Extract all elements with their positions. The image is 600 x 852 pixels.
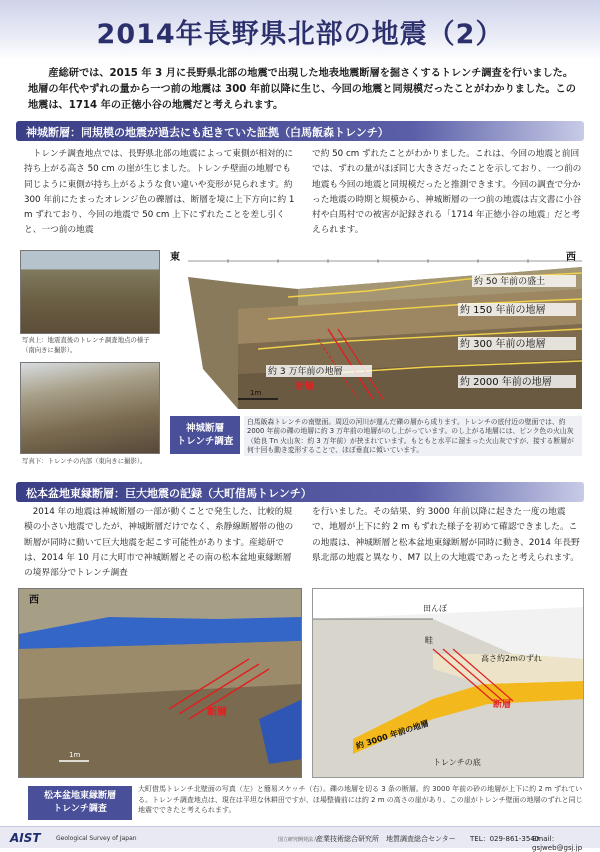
org-prefix: 国立研究開発法人	[278, 837, 319, 843]
photo2-fault-label: 断層	[207, 707, 227, 718]
sketch-offset-label: 高さ約2mのずれ	[481, 654, 542, 663]
layer-label-30000: 約 3 万年前の地層	[268, 367, 343, 377]
section1-text-col2: で約 50 cm ずれたことがわかりました。これは、今回の地震と前回では、ずれの量がほぼ同じ大きさだったことを示しており、一つ前の地震も今回の地震と同規模だったと推測できます。今回の調査で分かった地震の時期と規模から、神城断層の一つ前の地震は古文書に小谷村や白馬村での被害が記録される「1714 年正徳小谷の地震」だと考えられます。	[312, 149, 582, 236]
tel-text: TEL：029-861-3540	[470, 835, 540, 843]
trench-site-photo	[20, 250, 160, 334]
section2-heading: 松本盆地東縁断層：巨大地震の記録（大町借馬トレンチ）	[16, 482, 584, 502]
logo-subtitle: Geological Survey of Japan	[56, 835, 137, 842]
sketch-bottom-label: トレンチの底	[433, 758, 481, 767]
section1-box-label-1: 神城断層	[185, 423, 224, 434]
section2-box-text: 大町借馬トレンチ北壁面の写真（左）と簡易スケッチ（右）。礫の地層を切る 3 条の断層。約 3000 年前の砂の地層が上下に約 2 m ずれている。トレンチ調査地点は、現在は平坦な休耕田ですが、ほ場整備前には約 2 m の高さの崖があり、この崖がトレンチ壁面の地層のずれと同じ地震でできたと考えられます。	[138, 785, 583, 814]
east-label: 東	[170, 252, 180, 263]
section2-text-col2: を行いました。その結果、約 3000 年前以降に起きた一度の地震で、地層が上下に約 2 m もずれた様子を初めて確認できました。この地震は、神城断層と松本盆地東縁断層が同時に動き、2014 年長野県北部の地震と異なり、M7 以上の大地震であったと考えられます。	[312, 507, 580, 563]
photo-bottom-caption: 写真下：トレンチの内部（東向きに撮影）。	[22, 457, 147, 465]
section2-box-label-1: 松本盆地東縁断層	[43, 791, 116, 801]
page-title: 2014年長野県北部の地震（2）	[96, 19, 504, 50]
photo2-scale-label: 1m	[69, 751, 81, 759]
section1-box-text: 白馬飯森トレンチの南壁面。周辺の河川が運んだ礫の層から成ります。トレンチの底付近の壁面では、約 2000 年前の礫の地層に約 3 万年前の地層がのし上がっています。のし上がる地層には、ピンク色の火山灰（姶良 Tn 火山灰：約 3 万年前）が挟まれています。もともと水平に溜まった火山灰ですが、接する断層が何十回も動き変形することで、ほぼ垂直に傾いています。	[244, 416, 582, 456]
trench-sketch	[312, 588, 584, 778]
photo-top-caption: 写真上：地震直後のトレンチ調査地点の様子（南向きに撮影）。	[22, 336, 150, 354]
section2-text-col1: 2014 年の地震は神城断層の一部が動くことで発生した、比較的規模の小さい地震でしたが、神城断層だけでなく、糸静線断層帯の他の断層が同時に動いて巨大地震を起こす可能性があります。産総研では、2014 年 10 月に大町市で神城断層とその南の松本盆地東縁断層の境界部分でトレンチ調査	[24, 507, 294, 579]
layer-label-50: 約 50 年前の盛土	[474, 277, 546, 287]
sketch-layer-label: 約 3000 年前の地層	[354, 718, 430, 751]
sketch-bank-label: 畦	[425, 636, 433, 645]
email-text: Email：gsjweb@gsj.jp	[532, 835, 583, 852]
section1-box-label	[170, 416, 240, 454]
layer-label-2000: 約 2000 年前の地層	[460, 377, 552, 388]
sketch-fault-label: 断層	[493, 700, 512, 710]
section2-box-label-2: トレンチ調査	[53, 804, 107, 814]
trench-photo-2	[18, 588, 302, 778]
section1-text-col1: トレンチ調査地点では、長野県北部の地震によって東側が相対的に持ち上がる高さ 50 cm の崖が生じました。トレンチ壁面の地層でも同じように東側が持ち上がるような食い違いや変形が見られます。約 300 年前にたまったオレンジ色の礫層は、断層を境に上下方向に約 1 m ずれており、今回の地震で 50 cm 上下にずれたことを差し引くと、一つ前の地震	[24, 149, 295, 236]
layer-label-150: 約 150 年前の地層	[460, 305, 546, 316]
section1-heading: 神城断層：同規模の地震が過去にも起きていた証拠（白馬飯森トレンチ）	[16, 121, 584, 141]
photo2-west-label: 西	[29, 595, 39, 606]
west-label: 西	[566, 252, 576, 263]
trench-inside-photo	[20, 362, 160, 454]
aist-logo: AIST	[10, 831, 41, 845]
org-name: 産業技術総合研究所 地質調査総合センター	[316, 835, 456, 843]
scale-label: 1m	[250, 389, 262, 397]
sketch-field-label: 田んぼ	[423, 604, 447, 613]
layer-label-300: 約 300 年前の地層	[460, 339, 546, 350]
section1-box-label-2: トレンチ調査	[176, 436, 234, 447]
fault-label: 断層	[296, 382, 315, 392]
section2-box-label	[28, 786, 132, 820]
intro-text: 産総研では、2015 年 3 月に長野県北部の地震で出現した地表地震断層を掘さくするトレンチ調査を行いました。地層の年代やずれの量から一つ前の地震は 300 年前以降に生じ、今回の地震と同規模だったことがわかりました。この地震は、1714 年の正徳小谷の地震だと考えられます。	[28, 68, 576, 111]
footer	[0, 826, 600, 852]
